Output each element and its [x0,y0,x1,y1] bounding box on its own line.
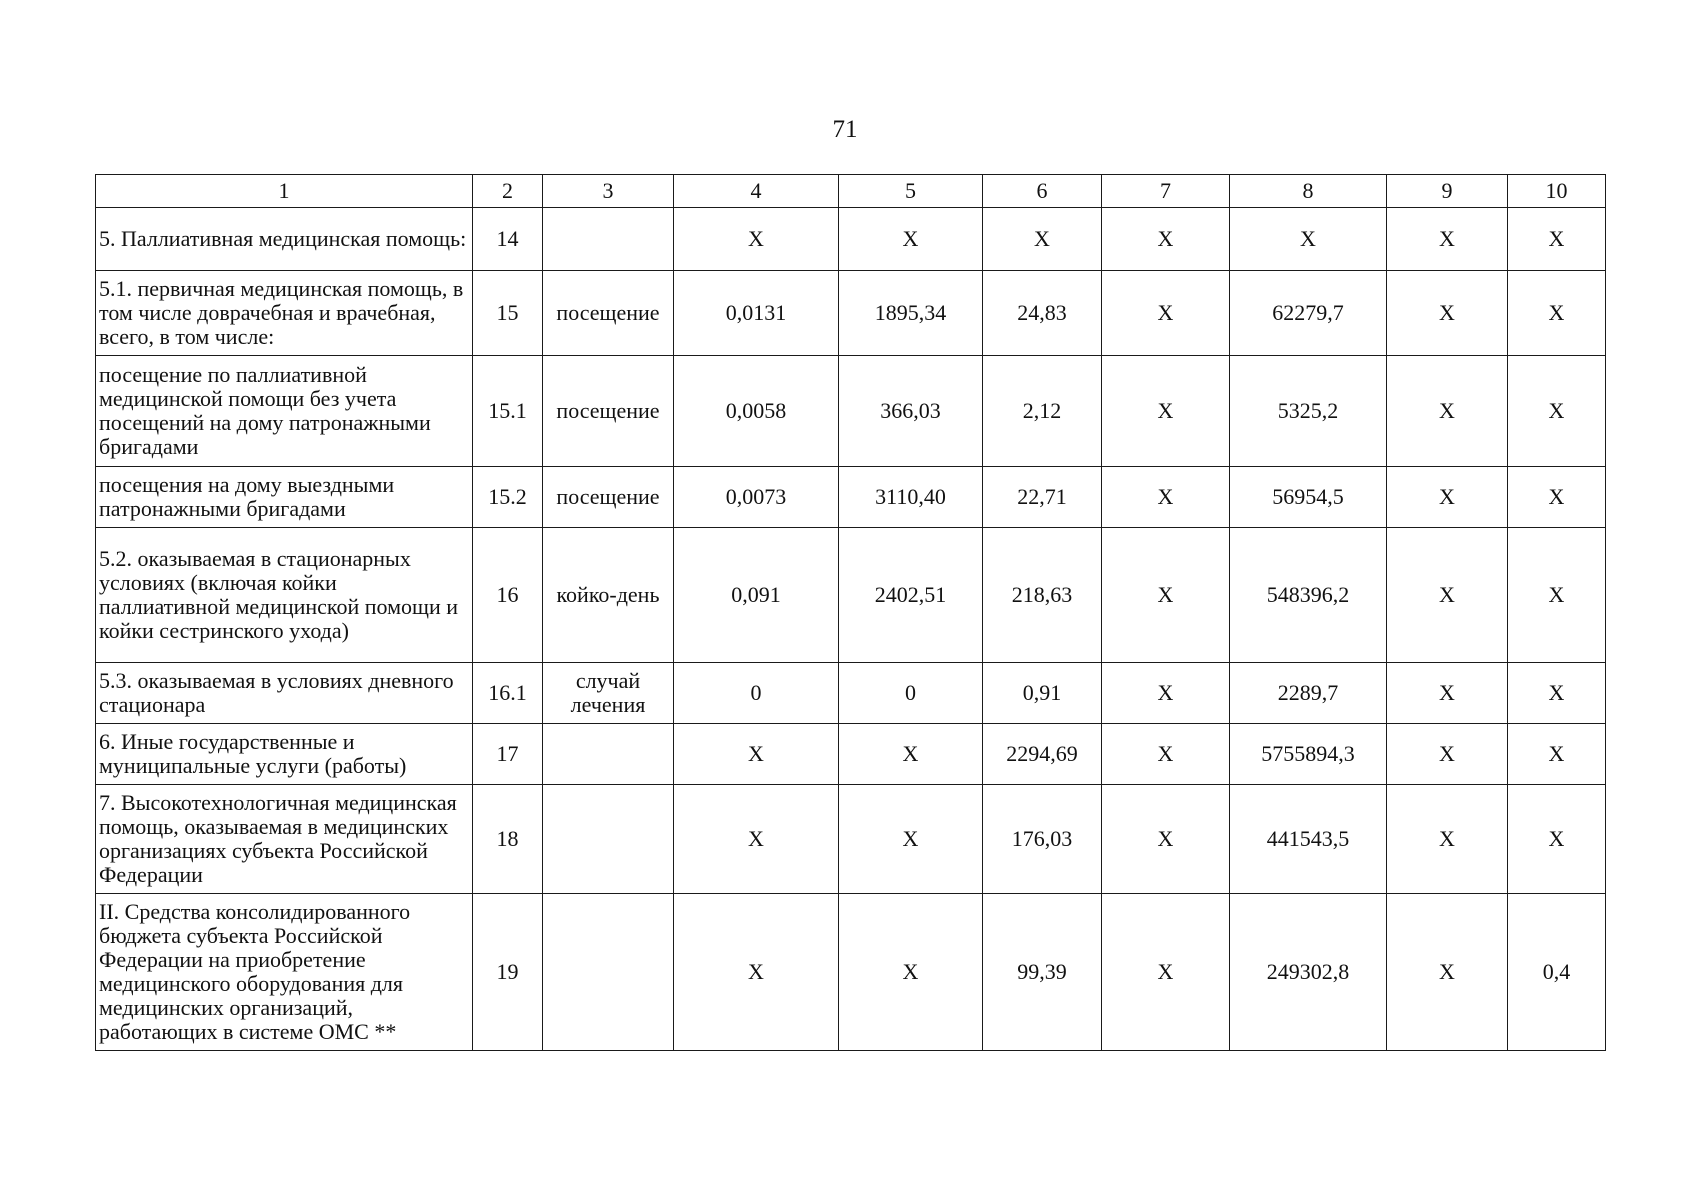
value-cell: X [1508,724,1606,785]
value-cell: 2289,7 [1230,663,1387,724]
value-cell: X [1102,894,1230,1051]
column-header: 2 [473,175,543,208]
value-cell: X [674,894,839,1051]
value-cell: X [1387,271,1508,356]
row-code-cell: 16 [473,528,543,663]
column-header: 5 [839,175,983,208]
table-row [96,724,1606,785]
value-cell: 0,0073 [674,467,839,528]
row-name-cell: 5.3. оказываемая в условиях дневного стационара [96,663,473,724]
value-cell: X [1508,208,1606,271]
value-cell: X [1102,663,1230,724]
value-cell: 441543,5 [1230,785,1387,894]
value-cell: X [839,208,983,271]
value-cell: 0 [839,663,983,724]
value-cell: 176,03 [983,785,1102,894]
row-name-cell: 7. Высокотехнологичная медицинская помощь, оказываемая в медицинских организациях субъекта Российской Федерации [96,785,473,894]
row-code-cell: 15.1 [473,356,543,467]
table-row [96,894,1606,1051]
value-cell: X [1387,894,1508,1051]
value-cell: 366,03 [839,356,983,467]
value-cell: X [839,724,983,785]
row-code-cell: 15 [473,271,543,356]
value-cell: 99,39 [983,894,1102,1051]
table-row [96,785,1606,894]
value-cell: 0,0131 [674,271,839,356]
value-cell: X [1508,356,1606,467]
value-cell: X [1387,528,1508,663]
table-row [96,356,1606,467]
value-cell: X [1508,467,1606,528]
table-row [96,467,1606,528]
table-row [96,528,1606,663]
value-cell: X [1387,467,1508,528]
value-cell: 548396,2 [1230,528,1387,663]
value-cell: X [1387,724,1508,785]
value-cell: X [1230,208,1387,271]
header-row [96,175,1606,208]
unit-cell: посещение [543,271,674,356]
row-name-cell: посещения на дому выездными патронажными бригадами [96,467,473,528]
value-cell: X [1387,663,1508,724]
table-row [96,663,1606,724]
unit-cell: посещение [543,467,674,528]
value-cell: X [674,208,839,271]
unit-cell [543,785,674,894]
value-cell: X [1102,208,1230,271]
value-cell: 3110,40 [839,467,983,528]
unit-cell [543,724,674,785]
value-cell: X [1508,528,1606,663]
value-cell: 1895,34 [839,271,983,356]
row-name-cell: 5.1. первичная медицинская помощь, в том числе доврачебная и врачебная, всего, в том числе: [96,271,473,356]
column-header: 4 [674,175,839,208]
value-cell: X [674,785,839,894]
unit-cell [543,208,674,271]
column-header: 8 [1230,175,1387,208]
value-cell: X [1102,356,1230,467]
value-cell: 22,71 [983,467,1102,528]
column-header: 10 [1508,175,1606,208]
table-row [96,208,1606,271]
value-cell: 62279,7 [1230,271,1387,356]
row-code-cell: 19 [473,894,543,1051]
value-cell: X [1102,467,1230,528]
page-number: 71 [832,116,858,143]
value-cell: 24,83 [983,271,1102,356]
value-cell: X [1102,528,1230,663]
value-cell: X [1508,271,1606,356]
row-name-cell: 5. Паллиативная медицинская помощь: [96,208,473,271]
row-name-cell: II. Средства консолидированного бюджета субъекта Российской Федерации на приобретение медицинского оборудования для медицинских организаций, работающих в системе ОМС ** [96,894,473,1051]
value-cell: 249302,8 [1230,894,1387,1051]
column-header: 6 [983,175,1102,208]
value-cell: 0,91 [983,663,1102,724]
value-cell: X [1387,356,1508,467]
value-cell: 2,12 [983,356,1102,467]
value-cell: 5755894,3 [1230,724,1387,785]
value-cell: X [1387,785,1508,894]
value-cell: 5325,2 [1230,356,1387,467]
value-cell: X [1102,724,1230,785]
value-cell: 2294,69 [983,724,1102,785]
unit-cell: койко-день [543,528,674,663]
row-code-cell: 18 [473,785,543,894]
value-cell: 218,63 [983,528,1102,663]
column-header: 3 [543,175,674,208]
unit-cell: посещение [543,356,674,467]
value-cell: X [839,785,983,894]
value-cell: X [674,724,839,785]
table-row [96,271,1606,356]
data-table [95,174,1606,1051]
row-code-cell: 16.1 [473,663,543,724]
column-header: 9 [1387,175,1508,208]
value-cell: X [983,208,1102,271]
value-cell: X [1102,271,1230,356]
value-cell: X [1387,208,1508,271]
unit-cell: случай лечения [543,663,674,724]
value-cell: 0,091 [674,528,839,663]
value-cell: 56954,5 [1230,467,1387,528]
value-cell: X [839,894,983,1051]
row-name-cell: посещение по паллиативной медицинской помощи без учета посещений на дому патронажными бригадами [96,356,473,467]
unit-cell [543,894,674,1051]
row-code-cell: 15.2 [473,467,543,528]
value-cell: X [1508,663,1606,724]
column-header: 7 [1102,175,1230,208]
row-name-cell: 5.2. оказываемая в стационарных условиях (включая койки паллиативной медицинской помощи и койки сестринского ухода) [96,528,473,663]
row-code-cell: 14 [473,208,543,271]
value-cell: 0,0058 [674,356,839,467]
value-cell: X [1508,785,1606,894]
column-header: 1 [96,175,473,208]
value-cell: 2402,51 [839,528,983,663]
value-cell: 0,4 [1508,894,1606,1051]
value-cell: 0 [674,663,839,724]
value-cell: X [1102,785,1230,894]
row-code-cell: 17 [473,724,543,785]
row-name-cell: 6. Иные государственные и муниципальные услуги (работы) [96,724,473,785]
